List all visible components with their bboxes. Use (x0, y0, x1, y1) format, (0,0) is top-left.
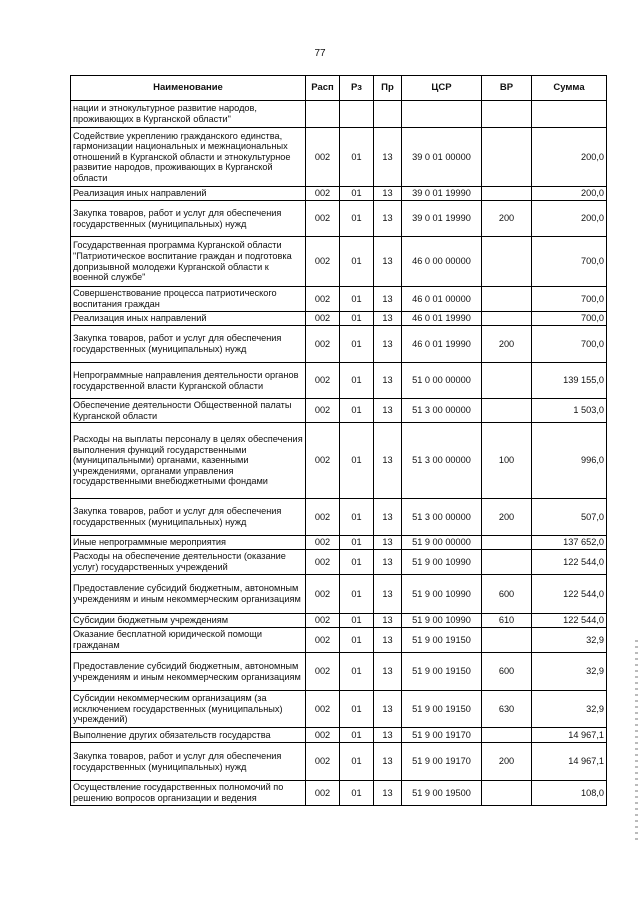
cell-name: Закупка товаров, работ и услуг для обеспечения государственных (муниципальных) нужд (71, 743, 306, 781)
header-pr: Пр (374, 76, 402, 101)
cell-pr: 13 (374, 614, 402, 628)
cell-name: Реализация иных направлений (71, 312, 306, 326)
cell-csr (402, 101, 482, 128)
cell-name: Содействие укреплению гражданского единства, гармонизации национальных и межнациональных отношений в Курганской области и этнокультурное развитие народов, проживающих в Курганской области (71, 128, 306, 187)
table-row (71, 128, 607, 187)
cell-vr (482, 128, 532, 187)
cell-name: Расходы на выплаты персоналу в целях обеспечения выполнения функций государственными (муниципальными) органами, казенными учреждениями, органами управления государственными внебюджетными фондами (71, 423, 306, 499)
cell-sum: 32,9 (532, 628, 607, 653)
cell-rz: 01 (340, 743, 374, 781)
cell-rasp: 002 (306, 550, 340, 575)
cell-csr: 39 0 01 19990 (402, 201, 482, 237)
cell-csr: 51 9 00 19150 (402, 628, 482, 653)
table-header-row (71, 76, 607, 101)
cell-sum: 14 967,1 (532, 743, 607, 781)
cell-rz: 01 (340, 499, 374, 536)
cell-sum: 14 967,1 (532, 728, 607, 743)
cell-rz: 01 (340, 691, 374, 728)
cell-csr: 51 9 00 19170 (402, 743, 482, 781)
cell-vr: 610 (482, 614, 532, 628)
cell-name: Иные непрограммные мероприятия (71, 536, 306, 550)
table-row (71, 499, 607, 536)
cell-rasp: 002 (306, 781, 340, 806)
cell-rasp: 002 (306, 201, 340, 237)
cell-csr: 46 0 01 19990 (402, 312, 482, 326)
cell-rasp: 002 (306, 287, 340, 312)
cell-pr: 13 (374, 423, 402, 499)
budget-table (70, 75, 607, 806)
cell-name: Оказание бесплатной юридической помощи гражданам (71, 628, 306, 653)
cell-vr (482, 536, 532, 550)
cell-name: нации и этнокультурное развитие народов, проживающих в Курганской области" (71, 101, 306, 128)
cell-rasp: 002 (306, 614, 340, 628)
cell-vr (482, 187, 532, 201)
cell-csr: 39 0 01 00000 (402, 128, 482, 187)
cell-name: Государственная программа Курганской области "Патриотическое воспитание граждан и подготовка допризывной молодежи Курганской области к военной службе" (71, 237, 306, 287)
cell-vr: 200 (482, 326, 532, 363)
cell-vr: 600 (482, 575, 532, 614)
cell-rz: 01 (340, 312, 374, 326)
cell-name: Совершенствование процесса патриотического воспитания граждан (71, 287, 306, 312)
cell-sum: 139 155,0 (532, 363, 607, 399)
cell-pr: 13 (374, 363, 402, 399)
cell-rz: 01 (340, 575, 374, 614)
cell-rasp: 002 (306, 363, 340, 399)
cell-rasp: 002 (306, 575, 340, 614)
cell-rasp: 002 (306, 499, 340, 536)
cell-vr (482, 628, 532, 653)
cell-rz: 01 (340, 237, 374, 287)
cell-csr: 51 9 00 10990 (402, 575, 482, 614)
header-sum: Сумма (532, 76, 607, 101)
table-row (71, 363, 607, 399)
cell-vr (482, 781, 532, 806)
cell-rasp: 002 (306, 628, 340, 653)
cell-rz: 01 (340, 614, 374, 628)
cell-rasp: 002 (306, 653, 340, 691)
cell-sum: 32,9 (532, 691, 607, 728)
header-rz: Рз (340, 76, 374, 101)
cell-rz: 01 (340, 326, 374, 363)
cell-vr: 200 (482, 743, 532, 781)
cell-name: Осуществление государственных полномочий по решению вопросов организации и ведения (71, 781, 306, 806)
cell-csr: 51 9 00 19170 (402, 728, 482, 743)
cell-rz (340, 101, 374, 128)
cell-pr: 13 (374, 499, 402, 536)
cell-pr: 13 (374, 326, 402, 363)
cell-rz: 01 (340, 781, 374, 806)
cell-pr: 13 (374, 128, 402, 187)
cell-pr: 13 (374, 653, 402, 691)
table-row (71, 423, 607, 499)
cell-csr: 39 0 01 19990 (402, 187, 482, 201)
cell-rasp: 002 (306, 423, 340, 499)
cell-rasp: 002 (306, 399, 340, 423)
cell-sum: 507,0 (532, 499, 607, 536)
table-row (71, 326, 607, 363)
cell-sum: 122 544,0 (532, 575, 607, 614)
cell-csr: 51 3 00 00000 (402, 423, 482, 499)
cell-rasp: 002 (306, 312, 340, 326)
table-row (71, 237, 607, 287)
table-row (71, 614, 607, 628)
header-vr: ВР (482, 76, 532, 101)
cell-sum (532, 101, 607, 128)
cell-pr: 13 (374, 201, 402, 237)
cell-name: Обеспечение деятельности Общественной палаты Курганской области (71, 399, 306, 423)
cell-name: Выполнение других обязательств государства (71, 728, 306, 743)
cell-rz: 01 (340, 287, 374, 312)
cell-pr: 13 (374, 536, 402, 550)
cell-name: Закупка товаров, работ и услуг для обеспечения государственных (муниципальных) нужд (71, 326, 306, 363)
cell-pr: 13 (374, 550, 402, 575)
cell-pr: 13 (374, 743, 402, 781)
cell-vr (482, 287, 532, 312)
cell-sum: 700,0 (532, 312, 607, 326)
cell-name: Субсидии бюджетным учреждениям (71, 614, 306, 628)
table-row (71, 187, 607, 201)
cell-pr: 13 (374, 187, 402, 201)
cell-name: Реализация иных направлений (71, 187, 306, 201)
cell-rasp: 002 (306, 728, 340, 743)
cell-pr (374, 101, 402, 128)
page-number: 77 (314, 48, 326, 59)
cell-rasp: 002 (306, 691, 340, 728)
cell-csr: 51 0 00 00000 (402, 363, 482, 399)
table-row (71, 287, 607, 312)
cell-name: Закупка товаров, работ и услуг для обеспечения государственных (муниципальных) нужд (71, 499, 306, 536)
cell-name: Предоставление субсидий бюджетным, автономным учреждениям и иным некоммерческим организациям (71, 653, 306, 691)
cell-sum: 200,0 (532, 187, 607, 201)
table-row (71, 743, 607, 781)
cell-csr: 51 3 00 00000 (402, 399, 482, 423)
cell-name: Расходы на обеспечение деятельности (оказание услуг) государственных учреждений (71, 550, 306, 575)
cell-vr (482, 550, 532, 575)
cell-sum: 122 544,0 (532, 614, 607, 628)
cell-rz: 01 (340, 536, 374, 550)
cell-rasp: 002 (306, 326, 340, 363)
cell-pr: 13 (374, 728, 402, 743)
cell-pr: 13 (374, 575, 402, 614)
header-name: Наименование (71, 76, 306, 101)
cell-pr: 13 (374, 237, 402, 287)
cell-csr: 46 0 00 00000 (402, 237, 482, 287)
cell-name: Закупка товаров, работ и услуг для обеспечения государственных (муниципальных) нужд (71, 201, 306, 237)
table-row (71, 101, 607, 128)
cell-sum: 137 652,0 (532, 536, 607, 550)
cell-rz: 01 (340, 550, 374, 575)
cell-rasp (306, 101, 340, 128)
cell-csr: 51 9 00 00000 (402, 536, 482, 550)
cell-sum: 200,0 (532, 201, 607, 237)
cell-rasp: 002 (306, 237, 340, 287)
cell-sum: 200,0 (532, 128, 607, 187)
cell-vr (482, 399, 532, 423)
table-row (71, 781, 607, 806)
cell-sum: 700,0 (532, 326, 607, 363)
cell-csr: 51 9 00 19150 (402, 653, 482, 691)
cell-csr: 51 9 00 19500 (402, 781, 482, 806)
cell-sum: 122 544,0 (532, 550, 607, 575)
cell-rasp: 002 (306, 187, 340, 201)
cell-vr: 600 (482, 653, 532, 691)
table-row (71, 312, 607, 326)
cell-csr: 51 3 00 00000 (402, 499, 482, 536)
cell-sum: 1 503,0 (532, 399, 607, 423)
cell-rz: 01 (340, 187, 374, 201)
cell-vr: 200 (482, 499, 532, 536)
cell-vr: 200 (482, 201, 532, 237)
cell-name: Непрограммные направления деятельности органов государственной власти Курганской области (71, 363, 306, 399)
cell-vr (482, 728, 532, 743)
cell-rz: 01 (340, 128, 374, 187)
table-row (71, 691, 607, 728)
table-row (71, 399, 607, 423)
cell-sum: 32,9 (532, 653, 607, 691)
cell-csr: 51 9 00 10990 (402, 614, 482, 628)
cell-csr: 46 0 01 19990 (402, 326, 482, 363)
cell-vr: 100 (482, 423, 532, 499)
cell-name: Субсидии некоммерческим организациям (за исключением государственных (муниципальных) учреждений) (71, 691, 306, 728)
scan-edge-mark (635, 640, 638, 840)
cell-rz: 01 (340, 201, 374, 237)
cell-csr: 46 0 01 00000 (402, 287, 482, 312)
cell-rz: 01 (340, 653, 374, 691)
table-row (71, 653, 607, 691)
header-rasp: Расп (306, 76, 340, 101)
cell-sum: 108,0 (532, 781, 607, 806)
table-row (71, 628, 607, 653)
cell-pr: 13 (374, 312, 402, 326)
cell-sum: 700,0 (532, 287, 607, 312)
cell-vr (482, 363, 532, 399)
table-row (71, 550, 607, 575)
cell-pr: 13 (374, 781, 402, 806)
cell-pr: 13 (374, 691, 402, 728)
header-csr: ЦСР (402, 76, 482, 101)
table-row (71, 575, 607, 614)
cell-pr: 13 (374, 287, 402, 312)
table-row (71, 728, 607, 743)
cell-rz: 01 (340, 423, 374, 499)
cell-vr (482, 101, 532, 128)
cell-rasp: 002 (306, 128, 340, 187)
cell-name: Предоставление субсидий бюджетным, автономным учреждениям и иным некоммерческим организациям (71, 575, 306, 614)
cell-vr: 630 (482, 691, 532, 728)
cell-rz: 01 (340, 628, 374, 653)
cell-rz: 01 (340, 728, 374, 743)
cell-pr: 13 (374, 628, 402, 653)
cell-rasp: 002 (306, 536, 340, 550)
cell-vr (482, 237, 532, 287)
cell-rz: 01 (340, 363, 374, 399)
cell-pr: 13 (374, 399, 402, 423)
cell-sum: 700,0 (532, 237, 607, 287)
cell-rz: 01 (340, 399, 374, 423)
table-row (71, 536, 607, 550)
cell-sum: 996,0 (532, 423, 607, 499)
cell-vr (482, 312, 532, 326)
cell-csr: 51 9 00 19150 (402, 691, 482, 728)
cell-rasp: 002 (306, 743, 340, 781)
cell-csr: 51 9 00 10990 (402, 550, 482, 575)
table-row (71, 201, 607, 237)
